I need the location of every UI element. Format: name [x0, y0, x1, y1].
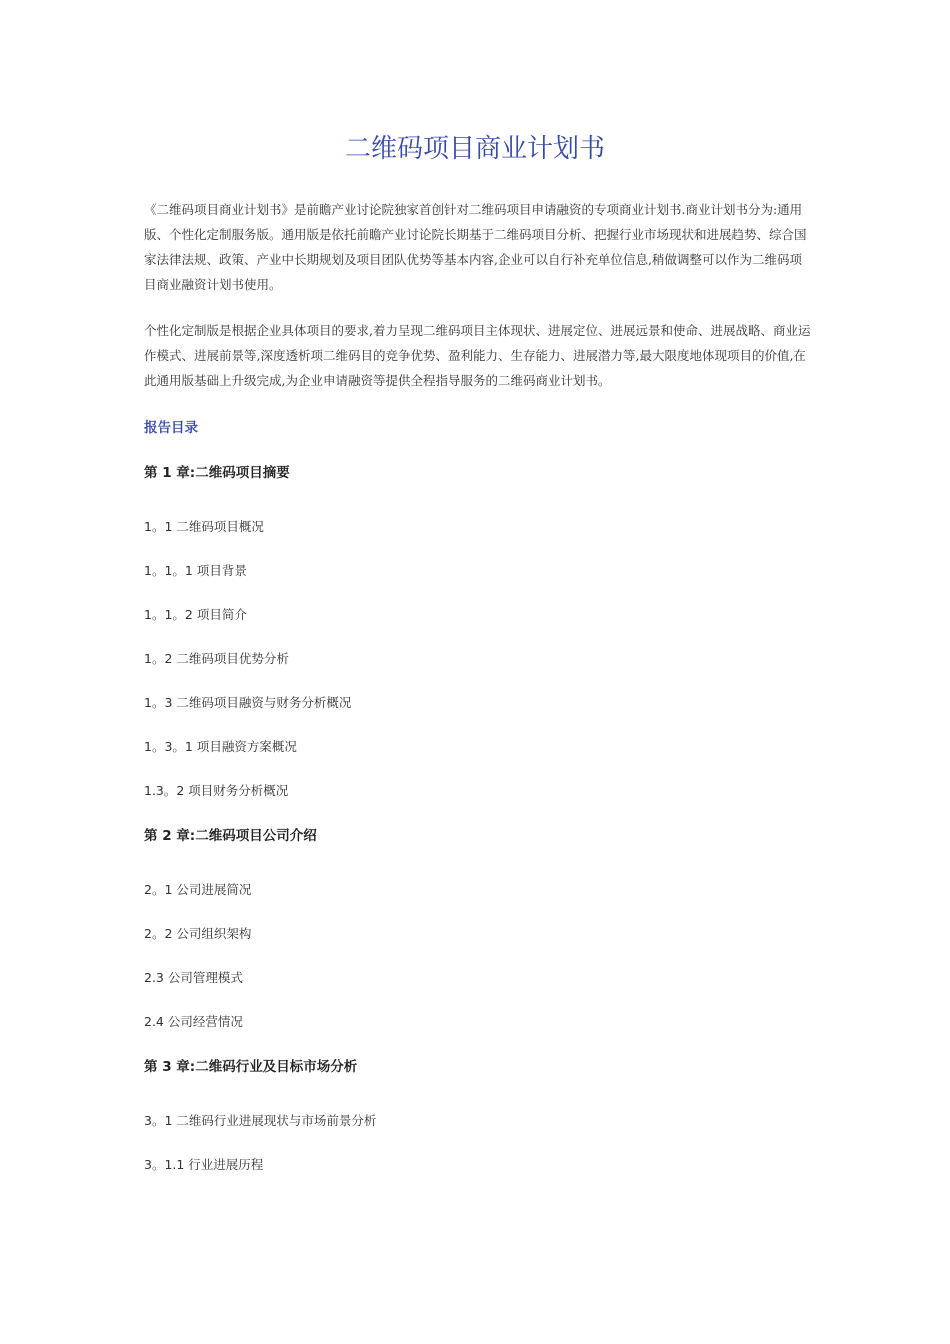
toc-chapter: 第 2 章:二维码项目公司介绍 [144, 828, 317, 844]
toc-item: 1。3 二维码项目融资与财务分析概况 [144, 695, 352, 710]
toc-item: 2。2 公司组织架构 [144, 926, 252, 941]
toc-item: 2。1 公司进展简况 [144, 882, 252, 897]
toc-item: 1。1。2 项目简介 [144, 607, 247, 622]
toc-chapter: 第 3 章:二维码行业及目标市场分析 [144, 1059, 358, 1075]
toc-item: 2.4 公司经营情况 [144, 1014, 243, 1029]
intro-paragraph-1: 《二维码项目商业计划书》是前瞻产业讨论院独家首创针对二维码项目申请融资的专项商业计划书.商业计划书分为:通用版、个性化定制服务版。通用版是依托前瞻产业讨论院长期基于二维码项目分析、把握行业市场现状和进展趋势、综合国家法律法规、政策、产业中长期规划及项目团队优势等基本内容,企业可以自行补充单位信息,稍做调整可以作为二维码项目商业融资计划书使用。 [144, 202, 807, 292]
toc-item: 2.3 公司管理模式 [144, 970, 243, 985]
toc-item: 1。1 二维码项目概况 [144, 519, 264, 534]
toc-item: 3。1.1 行业进展历程 [144, 1157, 264, 1172]
toc-item: 3。1 二维码行业进展现状与市场前景分析 [144, 1113, 377, 1128]
intro-paragraph-2: 个性化定制版是根据企业具体项目的要求,着力呈现二维码项目主体现状、进展定位、进展远景和使命、进展战略、商业运作模式、进展前景等,深度透析项二维码目的竞争优势、盈利能力、生存能力、进展潜力等,最大限度地体现项目的价值,在此通用版基础上升级完成,为企业申请融资等提供全程指导服务的二维码商业计划书。 [144, 323, 811, 388]
toc-item: 1。1。1 项目背景 [144, 563, 247, 578]
document-title: 二维码项目商业计划书 [344, 134, 605, 164]
toc-chapter: 第 1 章:二维码项目摘要 [144, 465, 290, 481]
toc-item: 1。2 二维码项目优势分析 [144, 651, 289, 666]
toc-item: 1.3。2 项目财务分析概况 [144, 783, 289, 798]
toc-item: 1。3。1 项目融资方案概况 [144, 739, 297, 754]
toc-label: 报告目录 [144, 420, 198, 436]
